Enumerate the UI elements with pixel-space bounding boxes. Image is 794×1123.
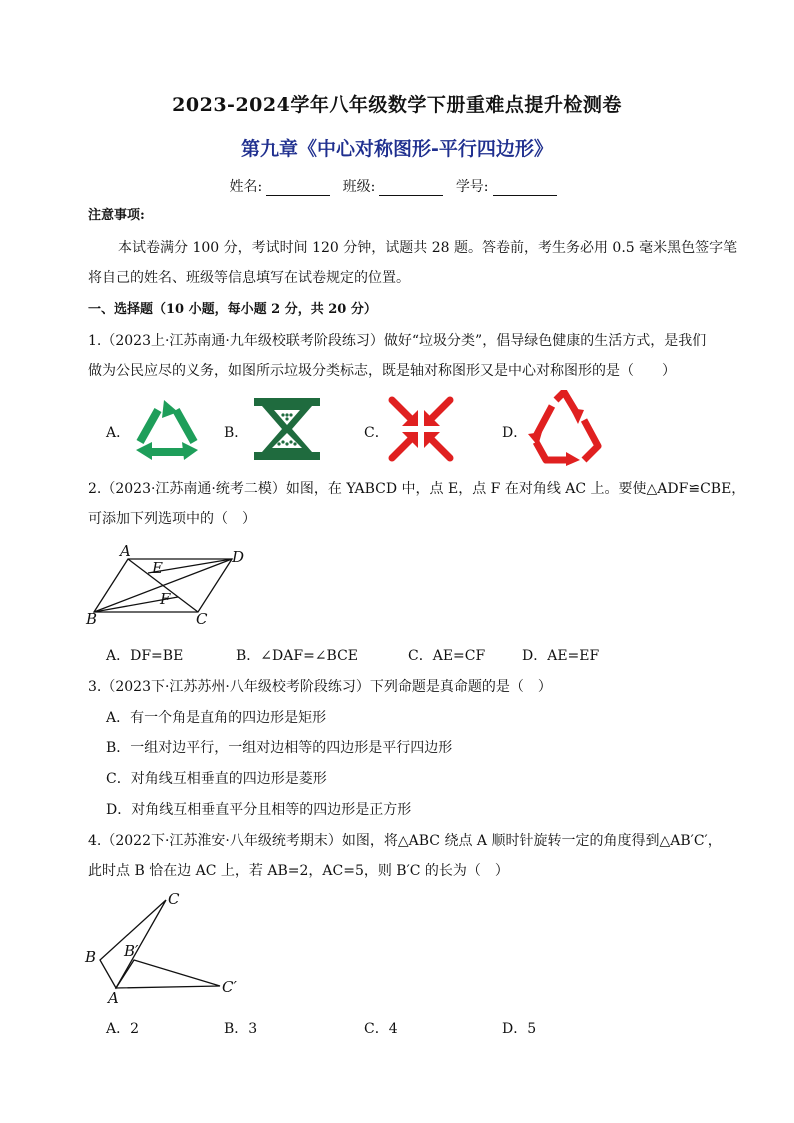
q2-option-a[interactable]: A．DF=BE — [106, 648, 184, 664]
q4-line-1: 4.（2022下·江苏淮安·八年级统考期末）如图，将△ABC 绕点 A 顺时针旋转一定的角度得到△AB′C′， — [88, 833, 722, 849]
q4-label-b: B — [85, 948, 97, 966]
q4-label-c-prime: C′ — [222, 978, 237, 996]
chapter-subtitle: 第九章《中心对称图形-平行四边形》 — [241, 138, 553, 160]
q1-line-1: 1.（2023上·江苏南通·九年级校联考阶段练习）做好“垃圾分类”，倡导绿色健康的生活方式，是我们 — [88, 333, 707, 349]
q2-option-c[interactable]: C．AE=CF — [408, 648, 486, 664]
notice-heading: 注意事项: — [88, 208, 145, 223]
q2-parallelogram-diagram — [84, 542, 254, 626]
exam-title: 2023-2024学年八年级数学下册重难点提升检测卷 — [172, 94, 622, 116]
q2-label-f: F — [160, 590, 171, 608]
section-1-heading: 一、选择题（10 小题，每小题 2 分，共 20 分） — [88, 302, 377, 317]
q4-label-c: C — [168, 890, 180, 908]
notice-line-1: 本试卷满分 100 分，考试时间 120 分钟，试题共 28 题。答卷前，考生务必用 0.5 毫米黑色签字笔 — [118, 240, 738, 256]
q4-option-a[interactable]: A．2 — [106, 1021, 140, 1037]
q2-option-b[interactable]: B．∠DAF=∠BCE — [236, 648, 359, 664]
q3-option-b[interactable]: B．一组对边平行，一组对边相等的四边形是平行四边形 — [106, 740, 453, 756]
q4-option-b[interactable]: B．3 — [224, 1021, 258, 1037]
notice-line-2: 将自己的姓名、班级等信息填写在试卷规定的位置。 — [88, 270, 410, 286]
q1-line-2: 做为公民应尽的义务，如图所示垃圾分类标志，既是轴对称图形又是中心对称图形的是（ ） — [88, 363, 676, 379]
recycle-icon — [132, 398, 202, 460]
student-info-row — [0, 176, 794, 196]
q2-line-2: 可添加下列选项中的（ ） — [88, 511, 256, 527]
q2-label-b: B — [86, 610, 98, 626]
q3-option-a[interactable]: A．有一个角是直角的四边形是矩形 — [106, 710, 327, 726]
q2-label-a: A — [120, 542, 131, 560]
q2-label-d: D — [232, 548, 245, 566]
q2-label-e: E — [152, 559, 163, 577]
class-blank[interactable] — [379, 181, 443, 196]
id-label: 学号: — [455, 179, 489, 195]
q2-label-c: C — [196, 610, 208, 626]
q2-option-d[interactable]: D．AE=EF — [522, 648, 600, 664]
q2-line-1: 2.（2023·江苏南通·统考二模）如图，在 YABCD 中，点 E，点 F 在对角线 AC 上。要使△ADF≌CBE， — [88, 481, 746, 497]
q3-option-c[interactable]: C．对角线互相垂直的四边形是菱形 — [106, 771, 327, 787]
class-label: 班级: — [342, 179, 376, 195]
compress-arrows-icon — [388, 396, 454, 462]
q4-option-c[interactable]: C．4 — [364, 1021, 398, 1037]
recycle-outline-icon — [526, 390, 602, 466]
q4-label-b-prime: B′ — [124, 942, 139, 960]
hourglass-icon — [252, 396, 322, 462]
name-label: 姓名: — [229, 179, 263, 195]
q4-option-d[interactable]: D．5 — [502, 1021, 537, 1037]
id-blank[interactable] — [493, 181, 557, 196]
q1-option-a[interactable]: A． — [106, 425, 131, 441]
q1-option-d[interactable]: D． — [502, 425, 528, 441]
q1-option-c[interactable]: C． — [364, 425, 389, 441]
q1-option-b[interactable]: B． — [224, 425, 249, 441]
q3-option-d[interactable]: D．对角线互相垂直平分且相等的四边形是正方形 — [106, 802, 412, 818]
q4-line-2: 此时点 B 恰在边 AC 上，若 AB=2，AC=5，则 B′C 的长为（ ） — [88, 863, 509, 879]
q4-label-a: A — [108, 989, 119, 1006]
name-blank[interactable] — [266, 181, 330, 196]
q4-rotation-diagram — [80, 888, 250, 1006]
q3-line-1: 3.（2023下·江苏苏州·八年级校考阶段练习）下列命题是真命题的是（ ） — [88, 679, 552, 695]
